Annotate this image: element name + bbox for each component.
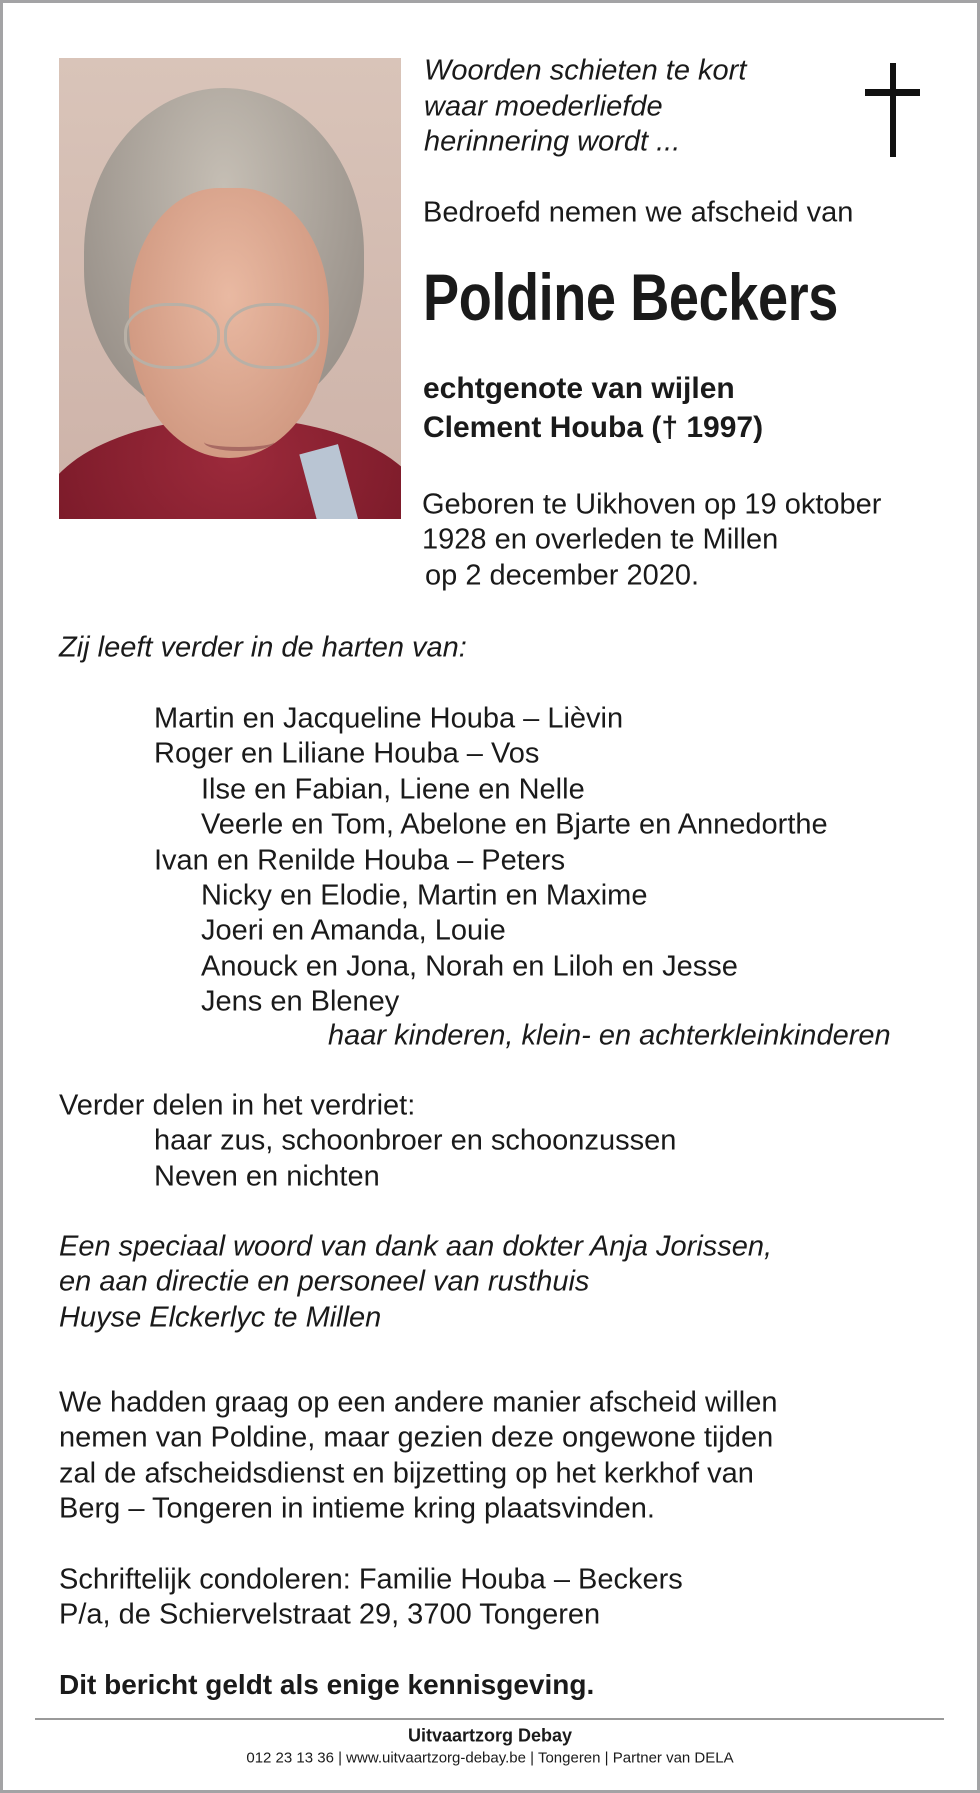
footer-details: 012 23 13 36 | www.uitvaartzorg-debay.be | Tongeren | Partner van DELA: [246, 1749, 734, 1767]
lives-on-heading: Zij leeft verder in de harten van:: [59, 631, 467, 664]
family-member-line: Nicky en Elodie, Martin en Maxime: [201, 879, 648, 912]
family-member-line: Ilse en Fabian, Liene en Nelle: [201, 773, 585, 806]
family-member-line: Roger en Liliane Houba – Vos: [154, 737, 540, 770]
deceased-name: Poldine Beckers: [423, 260, 838, 334]
footer-divider: [35, 1718, 944, 1720]
thanks-line: en aan directie en personeel van rusthuis: [59, 1265, 590, 1298]
family-member-line: Ivan en Renilde Houba – Peters: [154, 844, 566, 877]
ceremony-line: We hadden graag op een andere manier afscheid willen: [59, 1386, 778, 1419]
sorrow-line: haar zus, schoonbroer en schoonzussen: [154, 1124, 677, 1157]
family-member-line: Anouck en Jona, Norah en Liloh en Jesse: [201, 950, 738, 983]
spouse-line: echtgenote van wijlen: [423, 372, 735, 405]
sorrow-heading: Verder delen in het verdriet:: [59, 1089, 416, 1122]
spouse-line: Clement Houba († 1997): [423, 411, 764, 444]
thanks-line: Een speciaal woord van dank aan dokter Anja Jorissen,: [59, 1230, 773, 1263]
quote-line: waar moederliefde: [424, 90, 663, 123]
condolence-line: P/a, de Schiervelstraat 29, 3700 Tongeren: [59, 1598, 601, 1631]
notice-text: Dit bericht geldt als enige kennisgeving.: [59, 1669, 595, 1700]
footer-company: Uitvaartzorg Debay: [407, 1725, 573, 1746]
portrait-photo: [59, 58, 401, 519]
family-member-line: Veerle en Tom, Abelone en Bjarte en Annedorthe: [201, 808, 828, 841]
quote-line: herinnering wordt ...: [424, 125, 681, 158]
quote-line: Woorden schieten te kort: [424, 54, 747, 87]
ceremony-line: nemen van Poldine, maar gezien deze ongewone tijden: [59, 1421, 774, 1454]
family-member-line: Joeri en Amanda, Louie: [201, 914, 506, 947]
family-member-line: Martin en Jacqueline Houba – Lièvin: [154, 702, 624, 735]
ceremony-line: Berg – Tongeren in intieme kring plaatsvinden.: [59, 1492, 655, 1525]
intro-text: Bedroefd nemen we afscheid van: [423, 196, 854, 229]
birth-line: 1928 en overleden te Millen: [422, 523, 779, 556]
thanks-line: Huyse Elckerlyc te Millen: [59, 1301, 382, 1334]
condolence-line: Schriftelijk condoleren: Familie Houba – Beckers: [59, 1563, 683, 1596]
family-caption: haar kinderen, klein- en achterkleinkinderen: [328, 1019, 891, 1052]
ceremony-line: zal de afscheidsdienst en bijzetting op het kerkhof van: [59, 1457, 754, 1490]
birth-line: op 2 december 2020.: [425, 559, 700, 592]
sorrow-line: Neven en nichten: [154, 1160, 380, 1193]
family-member-line: Jens en Bleney: [201, 985, 400, 1018]
birth-line: Geboren te Uikhoven op 19 oktober: [422, 488, 882, 521]
